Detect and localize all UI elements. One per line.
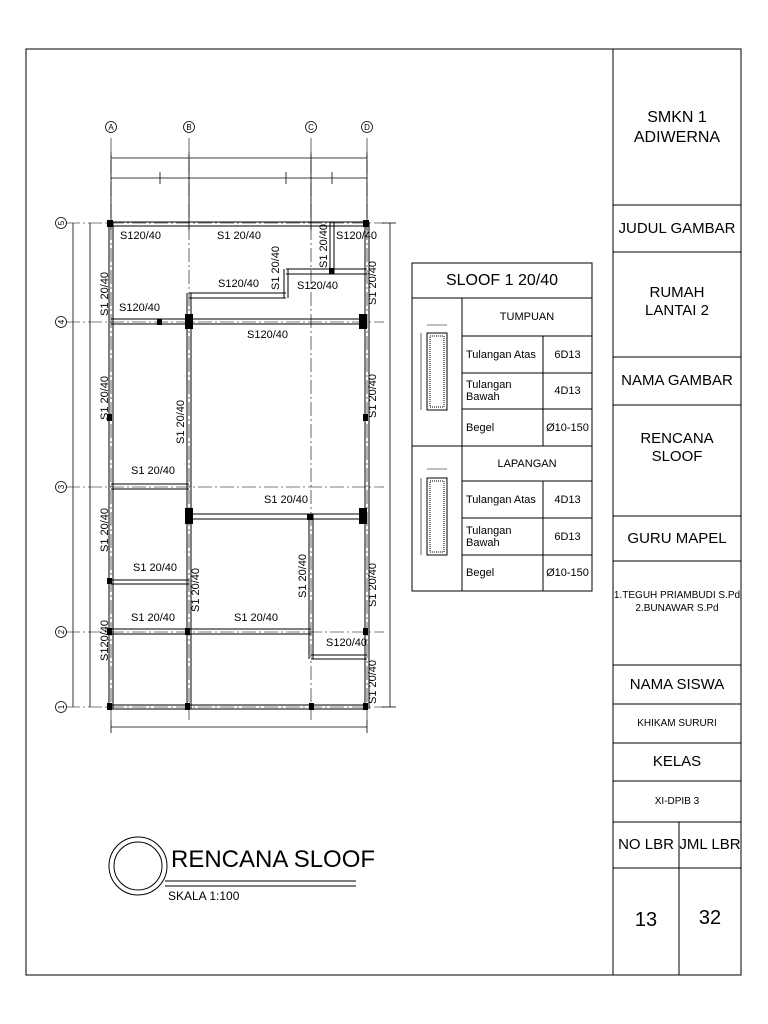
school-name: SMKN 1 ADIWERNA xyxy=(633,109,721,146)
title-circle-outer xyxy=(109,837,167,895)
beam-label: S120/40 xyxy=(297,280,338,292)
nama-gambar-value: RENCANA SLOOF xyxy=(640,430,714,465)
nama-siswa-value: KHIKAM SURURI xyxy=(637,718,717,729)
kelas-value: XI-DPIB 3 xyxy=(654,796,700,807)
drawing-scale: SKALA 1:100 xyxy=(168,889,240,903)
beam-label: S1 20/40 xyxy=(264,494,309,506)
judul-gambar-label: JUDUL GAMBAR xyxy=(618,219,736,237)
tumpuan-row-name: Tulangan Bawah xyxy=(466,379,512,403)
no-lbr-value: 13 xyxy=(634,908,658,931)
jml-lbr-value: 32 xyxy=(698,906,722,929)
beam-label: S1 20/40 xyxy=(133,562,178,574)
title-circle-inner xyxy=(114,842,162,890)
tumpuan-row-value: 6D13 xyxy=(554,348,581,361)
kelas-label: KELAS xyxy=(652,753,702,770)
drawing-title: RENCANA SLOOF xyxy=(171,846,376,873)
tumpuan-header: TUMPUAN xyxy=(499,311,555,323)
beam-label: S1 20/40 xyxy=(131,465,176,477)
beam-label: S1 20/40 xyxy=(318,223,330,268)
table-title: SLOOF 1 20/40 xyxy=(445,271,559,289)
beam-label: S1 20/40 xyxy=(234,612,279,624)
beam-label: S1 20/40 xyxy=(99,271,111,316)
lapangan-row-value: 6D13 xyxy=(554,530,581,543)
beam-label: S1 20/40 xyxy=(297,553,309,598)
grid-col-label: B xyxy=(186,122,192,132)
beam-label: S1 20/40 xyxy=(217,230,262,242)
lapangan-row-value: 4D13 xyxy=(554,493,581,506)
tumpuan-row-value: 4D13 xyxy=(554,385,581,397)
jml-lbr-label: JML LBR xyxy=(679,836,741,853)
tumpuan-row-value: Ø10-150 xyxy=(546,421,589,434)
grid-col-label: A xyxy=(108,122,114,132)
no-lbr-label: NO LBR xyxy=(618,836,674,853)
lapangan-row-name: Tulangan Atas xyxy=(466,493,536,506)
beam-label: S120/40 xyxy=(99,620,111,661)
beam-label: S1 20/40 xyxy=(367,260,379,305)
beam-label: S1 20/40 xyxy=(190,567,202,612)
beam-label: S1 20/40 xyxy=(367,373,379,418)
grid-row-label: 2 xyxy=(56,629,66,635)
grid-col-label: C xyxy=(308,122,314,132)
grid-row-label: 1 xyxy=(56,704,66,710)
tumpuan-row-name: Begel xyxy=(466,421,495,434)
guru-mapel-label: GURU MAPEL xyxy=(627,529,727,547)
lapangan-header: LAPANGAN xyxy=(497,457,557,470)
beam-label: S1 20/40 xyxy=(270,245,282,290)
grid-row-label: 3 xyxy=(56,484,66,490)
beam-label: S1 20/40 xyxy=(367,562,379,607)
beam-label: S120/40 xyxy=(326,637,367,649)
beam-label: S1 20/40 xyxy=(175,399,187,444)
guru-mapel-value: 1.TEGUH PRIAMBUDI S.Pd 2.BUNAWAR S.Pd xyxy=(613,590,741,614)
lapangan-row-name: Begel xyxy=(466,567,495,579)
nama-siswa-label: NAMA SISWA xyxy=(629,675,725,693)
beam-label: S1 20/40 xyxy=(367,659,379,704)
beam-label: S1 20/40 xyxy=(131,612,176,624)
tumpuan-row-name: Tulangan Atas xyxy=(466,348,536,361)
lapangan-row-name: Tulangan Bawah xyxy=(466,524,512,549)
nama-gambar-label: NAMA GAMBAR xyxy=(621,372,733,389)
beam-label: S1 20/40 xyxy=(99,375,111,420)
grid-col-label: D xyxy=(364,122,370,132)
beam-label: S120/40 xyxy=(336,230,377,242)
judul-gambar-value: RUMAH LANTAI 2 xyxy=(645,284,709,319)
beam-label: S120/40 xyxy=(120,230,161,242)
beam-label: S1 20/40 xyxy=(99,507,111,552)
lapangan-row-value: Ø10-150 xyxy=(546,567,589,579)
grid-row-label: 5 xyxy=(56,220,66,226)
beam-label: S120/40 xyxy=(119,302,160,314)
beam-label: S120/40 xyxy=(247,329,288,341)
grid-row-label: 4 xyxy=(56,319,66,325)
beam-label: S120/40 xyxy=(218,278,259,290)
